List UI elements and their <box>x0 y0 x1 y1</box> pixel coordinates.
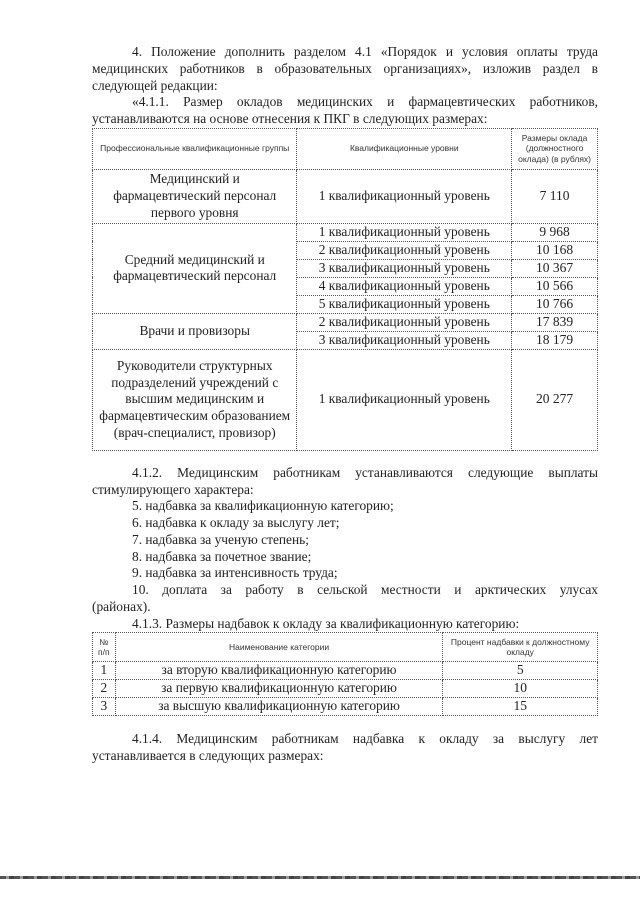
list-item: 8. надбавка за почетное звание; <box>132 548 312 564</box>
section-414-line-1: 4.1.4. Медицинским работникам надбавка к окладу за выслугу лет <box>132 730 598 746</box>
level-cell: 5 квалификационный уровень <box>297 295 512 313</box>
table-row <box>93 223 598 241</box>
header-percent: Процент надбавки к должностному окладу <box>443 633 598 662</box>
intro-line-3: следующей редакции: <box>92 77 218 93</box>
salary-cell: 18 179 <box>512 331 598 349</box>
row-percent: 15 <box>443 698 598 716</box>
row-no: 3 <box>93 698 116 716</box>
salary-cell: 17 839 <box>512 313 598 331</box>
salary-cell: 20 277 <box>512 349 598 450</box>
header-category-name: Наименование категории <box>115 633 443 662</box>
scan-edge-line <box>0 876 640 879</box>
list-item: 9. надбавка за интенсивность труда; <box>132 565 338 581</box>
salary-cell: 10 566 <box>512 277 598 295</box>
row-percent: 10 <box>443 680 598 698</box>
section-412-line-1: 4.1.2. Медицинским работникам устанавливаются следующие выплаты <box>132 464 598 480</box>
table-row <box>93 680 598 698</box>
list-item-10-line-2: (районах). <box>92 598 151 614</box>
level-cell: 1 квалификационный уровень <box>297 169 512 223</box>
salary-table <box>92 128 598 451</box>
level-cell: 1 квалификационный уровень <box>297 223 512 241</box>
header-no: № п/п <box>93 633 116 662</box>
level-cell: 3 квалификационный уровень <box>297 259 512 277</box>
section-414-line-2: устанавливается в следующих размерах: <box>92 747 324 763</box>
level-cell: 2 квалификационный уровень <box>297 313 512 331</box>
list-item-10-line-1: 10. доплата за работу в сельской местности и арктических улусах <box>132 582 598 597</box>
level-cell: 3 квалификационный уровень <box>297 331 512 349</box>
row-no: 1 <box>93 662 116 680</box>
level-cell: 4 квалификационный уровень <box>297 277 512 295</box>
section-412-line-2: стимулирующего характера: <box>92 481 254 497</box>
group-name: Врачи и провизоры <box>93 313 297 349</box>
salary-cell: 10 766 <box>512 295 598 313</box>
row-no: 2 <box>93 680 116 698</box>
intro-line-4: «4.1.1. Размер окладов медицинских и фармацевтических работников, <box>132 94 598 110</box>
group-name: Средний медицинский и фармацевтический персонал <box>93 223 297 313</box>
table-row <box>93 349 598 450</box>
list-item: 5. надбавка за квалификационную категорию; <box>132 498 394 514</box>
category-table <box>92 632 598 716</box>
row-category-name: за первую квалификационную категорию <box>115 680 443 698</box>
list-item: 6. надбавка к окладу за выслугу лет; <box>132 515 340 530</box>
intro-line-1: 4. Положение дополнить разделом 4.1 «Порядок и условия оплаты труда <box>132 44 598 59</box>
header-level: Квалификационные уровни <box>297 128 512 169</box>
intro-line-2: медицинских работников в образовательных организациях», изложив раздел в <box>92 60 598 76</box>
table-row <box>93 169 598 223</box>
section-413-title: 4.1.3. Размеры надбавок к окладу за квалификационную категорию: <box>132 615 520 631</box>
row-percent: 5 <box>443 662 598 680</box>
level-cell: 1 квалификационный уровень <box>297 349 512 450</box>
group-name: Руководители структурных подразделений учреждений с высшим медицинским и фармацевтическим образованием (врач-специалист, провизор) <box>93 349 297 450</box>
salary-table-header <box>93 128 598 169</box>
table-row <box>93 313 598 331</box>
category-table-header <box>93 633 598 662</box>
group-name: Медицинский и фармацевтический персонал первого уровня <box>93 169 297 223</box>
header-salary: Размеры оклада (должностного оклада) (в рублях) <box>512 128 598 169</box>
list-item: 7. надбавка за ученую степень; <box>132 531 309 547</box>
intro-line-5: устанавливаются на основе отнесения к ПКГ в следующих размерах: <box>92 111 488 126</box>
row-category-name: за вторую квалификационную категорию <box>115 662 443 680</box>
row-category-name: за высшую квалификационную категорию <box>115 698 443 716</box>
salary-cell: 9 968 <box>512 223 598 241</box>
salary-cell: 7 110 <box>512 169 598 223</box>
table-row <box>93 662 598 680</box>
header-group: Профессиональные квалификационные группы <box>93 128 297 169</box>
table-row <box>93 698 598 716</box>
level-cell: 2 квалификационный уровень <box>297 241 512 259</box>
salary-cell: 10 168 <box>512 241 598 259</box>
document-page <box>92 44 598 764</box>
salary-cell: 10 367 <box>512 259 598 277</box>
